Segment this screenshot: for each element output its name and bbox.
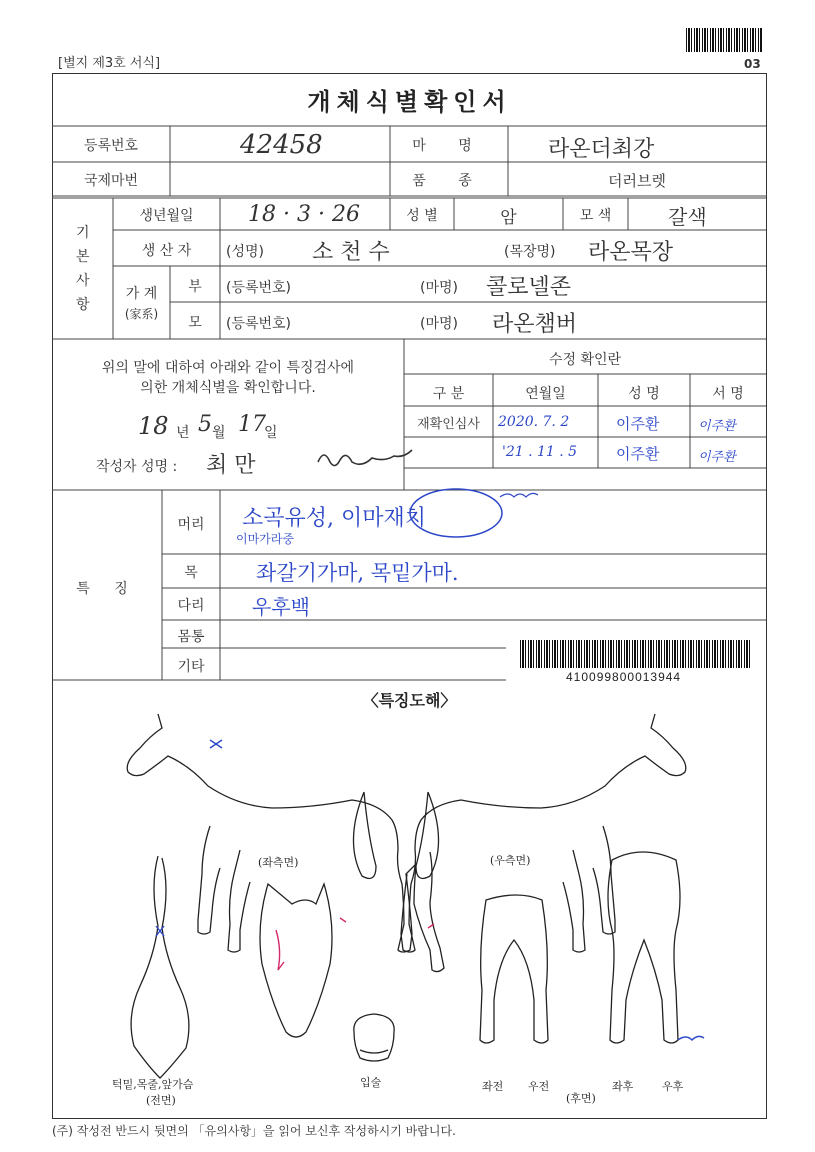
sire-name-value: 콜로넬존	[486, 275, 572, 300]
basic-section-label-4: 항	[76, 297, 90, 313]
sticker-barcode-number: 410099800013944	[566, 670, 682, 684]
amend-row1-name: 이주환	[616, 415, 660, 433]
body-label: 몸통	[177, 629, 205, 645]
owner-name-label: (성명)	[226, 244, 264, 260]
amend-row1-date: 2020. 7. 2	[498, 414, 570, 430]
breed-value: 더러브렛	[608, 172, 666, 190]
diagram-title: 〈특징도해〉	[362, 691, 457, 710]
rear-view-label: (후면)	[566, 1092, 596, 1105]
mouth-view	[354, 1014, 394, 1061]
amend-header-type: 구 분	[432, 386, 465, 402]
amend-row1-type: 재확인심사	[417, 417, 480, 432]
writer-value: 최 만	[206, 453, 256, 478]
farm-value: 라온목장	[588, 240, 674, 265]
other-label: 기타	[177, 659, 205, 675]
right-side-caption: (우측면)	[490, 854, 531, 867]
confirm-year: 18	[138, 412, 169, 440]
footer-note: (주) 작성전 반드시 뒷면의 「유의사항」을 읽어 보신후 작성하시기 바랍니다.	[52, 1124, 456, 1138]
color-label: 모 색	[579, 208, 612, 224]
front-caption: 턱밑,목줄,앞가슴	[112, 1078, 194, 1091]
legs-value: 우후백	[252, 595, 310, 619]
confirm-line-2: 의한 개체식별을 확인합니다.	[140, 380, 316, 396]
front-right-caption: 우전	[528, 1080, 550, 1093]
sex-label: 성 별	[406, 208, 438, 224]
head-front-view	[260, 884, 332, 1037]
left-side-caption: (좌측면)	[258, 856, 299, 869]
sire-name-label: (마명)	[420, 280, 458, 296]
basic-section-label-2: 본	[76, 249, 90, 265]
front-left-caption: 좌전	[482, 1080, 504, 1093]
amend-header-name: 성 명	[628, 386, 660, 402]
amendment-title: 수정 확인란	[548, 352, 622, 368]
farm-label: (목장명)	[504, 244, 556, 260]
reg-no-label: 등록번호	[83, 138, 139, 154]
left-side-horse	[127, 714, 444, 972]
year-label: 년	[176, 425, 190, 441]
birth-label: 생년월일	[139, 208, 194, 224]
owner-name-value: 소 천 수	[312, 240, 390, 265]
front-legs-view	[480, 895, 548, 1043]
front-view-label: (전면)	[146, 1094, 176, 1107]
reg-no-value: 42458	[240, 130, 323, 160]
day-label: 일	[264, 425, 278, 441]
month-label: 월	[212, 425, 226, 441]
dam-name-label: (마명)	[420, 316, 458, 332]
page-code: 03	[744, 57, 761, 71]
legs-label: 다리	[177, 598, 205, 614]
amend-header-date: 연월일	[525, 386, 566, 402]
confirm-month: 5	[198, 412, 212, 437]
right-side-horse	[401, 714, 686, 952]
sire-reg-label: (등록번호)	[226, 280, 292, 296]
breeder-label: 생 산 자	[141, 243, 192, 259]
mouth-caption: 입술	[360, 1076, 382, 1089]
head-note: 이마가라중	[236, 532, 294, 546]
dam-label: 모	[188, 315, 202, 331]
amend-row2-date: '21 . 11 . 5	[502, 444, 578, 460]
sire-label: 부	[188, 279, 202, 295]
form-reference: [별지 제3호 서식]	[58, 56, 161, 71]
basic-section-label-1: 기	[76, 225, 90, 241]
horse-name-label: 마 명	[412, 138, 486, 154]
pedigree-label: 가 계	[125, 286, 158, 302]
amend-row1-sign: 이주환	[698, 419, 736, 434]
rear-right-caption: 우후	[662, 1080, 684, 1093]
basic-section-label-3: 사	[76, 273, 90, 289]
pedigree-sub: (家系)	[124, 307, 159, 321]
confirm-line-1: 위의 말에 대하여 아래와 같이 특징검사에	[101, 360, 355, 376]
amend-row2-name: 이주환	[616, 445, 660, 463]
horse-name-value: 라온더최강	[548, 137, 655, 162]
head-value: 소곡유성, 이마재치	[242, 506, 427, 531]
breed-label: 품 종	[412, 173, 486, 189]
amend-row2-sign: 이주환	[698, 450, 736, 465]
features-section-label: 특 징	[76, 581, 138, 597]
neck-label: 목	[184, 565, 198, 581]
page-title: 개체식별확인서	[307, 88, 512, 116]
rear-left-caption: 좌후	[612, 1080, 634, 1093]
neck-value: 좌갈기가마, 목밑가마.	[256, 561, 459, 585]
dam-name-value: 라온챔버	[492, 312, 578, 337]
writer-label: 작성자 성명 :	[96, 459, 178, 475]
sex-value: 암	[500, 208, 517, 228]
dam-reg-label: (등록번호)	[226, 316, 292, 332]
color-value: 갈색	[668, 205, 707, 229]
birth-value: 18 · 3 · 26	[248, 202, 360, 227]
front-view	[131, 856, 189, 1078]
confirm-day: 17	[238, 412, 266, 437]
intl-no-label: 국제마번	[83, 173, 139, 189]
rear-view	[608, 852, 680, 1043]
amend-header-sign: 서 명	[712, 386, 744, 402]
head-label: 머리	[177, 517, 205, 533]
